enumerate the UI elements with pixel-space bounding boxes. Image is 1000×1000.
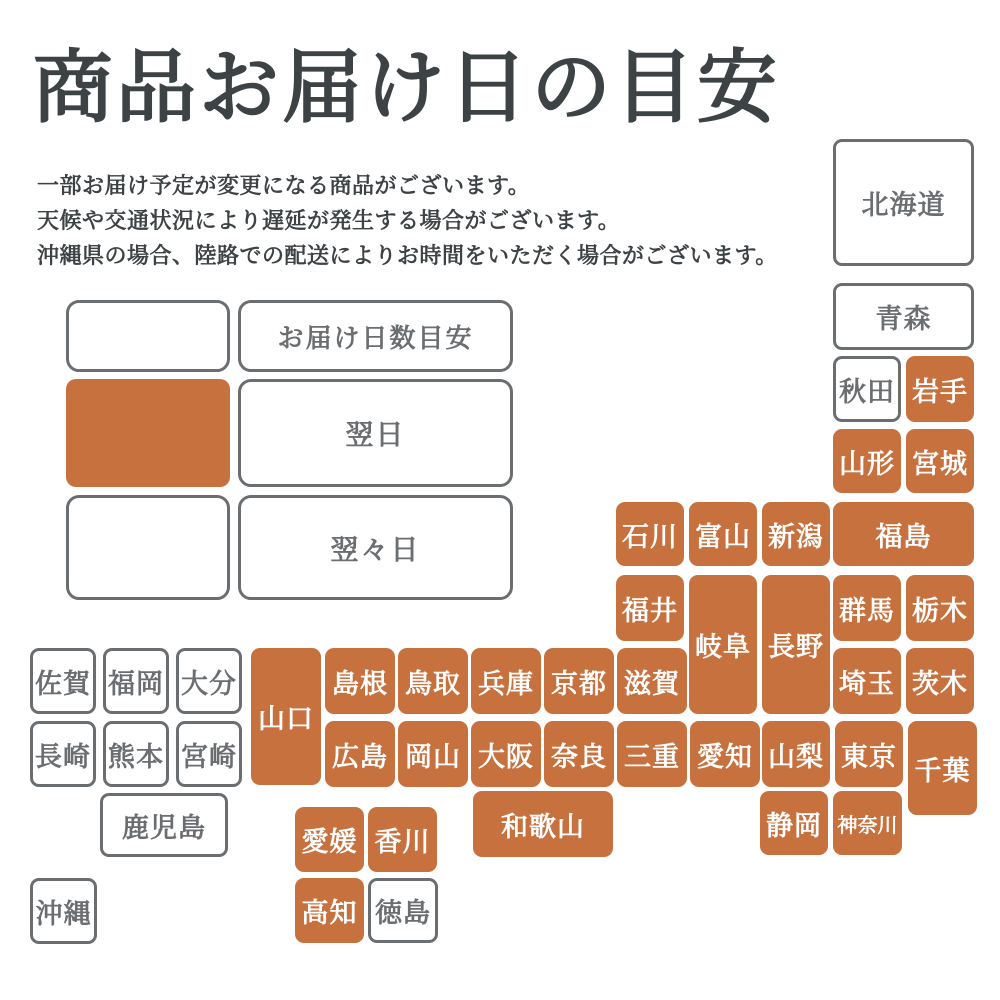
prefecture-label-miyagi: 宮城	[912, 448, 968, 479]
prefecture-tile-hokkaido	[833, 139, 974, 266]
prefecture-tile-akita	[833, 356, 901, 422]
prefecture-tile-oita	[176, 648, 242, 714]
prefecture-tile-gunma	[833, 575, 901, 641]
page-title: 商品お届け日の目安	[33, 43, 780, 132]
prefecture-label-mie: 三重	[624, 741, 680, 772]
prefecture-tile-yamaguchi	[251, 648, 321, 785]
prefecture-label-toyama: 富山	[695, 521, 751, 552]
prefecture-tile-tottori	[398, 648, 468, 714]
prefecture-tile-shimane	[325, 648, 395, 714]
prefecture-tile-gifu	[689, 575, 757, 714]
prefecture-tile-osaka	[471, 721, 541, 787]
prefecture-label-okinawa: 沖縄	[35, 898, 92, 929]
prefecture-tile-kagoshima	[100, 793, 228, 857]
prefecture-label-shizuoka: 静岡	[766, 810, 822, 841]
prefecture-tile-chiba	[908, 721, 977, 815]
prefecture-label-ehime: 愛媛	[301, 827, 358, 857]
prefecture-tile-iwate	[906, 356, 974, 422]
prefecture-tile-okinawa	[30, 878, 97, 944]
prefecture-label-fukushima: 福島	[875, 521, 932, 552]
prefecture-tile-fukui	[616, 575, 684, 641]
prefecture-label-tochigi: 栃木	[912, 595, 968, 626]
prefecture-label-tokushima: 徳島	[375, 898, 431, 928]
prefecture-label-tokyo: 東京	[841, 741, 897, 772]
prefecture-tile-kyoto	[544, 648, 614, 714]
note-line-1: 一部お届け予定が変更になる商品がございます。	[37, 173, 531, 198]
prefecture-tile-tochigi	[906, 575, 974, 641]
prefecture-label-kyoto: 京都	[551, 668, 607, 699]
prefecture-label-ibaraki: 茨木	[912, 668, 968, 699]
prefecture-label-kumamoto: 熊本	[108, 741, 164, 772]
legend-label-day-after-next: 翌々日	[238, 495, 513, 600]
prefecture-label-shiga: 滋賀	[624, 668, 680, 699]
prefecture-label-chiba: 千葉	[914, 755, 971, 786]
prefecture-tile-nagasaki	[30, 721, 96, 787]
prefecture-label-okayama: 岡山	[405, 741, 461, 772]
prefecture-tile-tokushima	[368, 878, 438, 943]
prefecture-label-fukui: 福井	[622, 595, 678, 626]
prefecture-label-gifu: 岐阜	[695, 632, 751, 662]
prefecture-label-iwate: 岩手	[912, 376, 968, 407]
prefecture-label-hiroshima: 広島	[332, 741, 388, 772]
prefecture-tile-hyogo	[471, 648, 541, 714]
prefecture-label-kanagawa: 神奈川	[837, 814, 898, 837]
prefecture-tile-nagano	[762, 575, 830, 714]
prefecture-label-saga: 佐賀	[35, 668, 91, 699]
prefecture-label-yamaguchi: 山口	[258, 704, 314, 734]
prefecture-label-yamagata: 山形	[839, 448, 895, 479]
prefecture-label-nagano: 長野	[768, 632, 824, 662]
prefecture-tile-shiga	[617, 648, 687, 714]
prefecture-label-hyogo: 兵庫	[478, 668, 534, 699]
prefecture-tile-shizuoka	[760, 791, 828, 855]
prefecture-tile-ishikawa	[616, 502, 684, 566]
prefecture-tile-kagawa	[368, 807, 437, 872]
prefecture-tile-yamagata	[833, 429, 901, 493]
note-line-3: 沖縄県の場合、陸路での配送によりお時間をいただく場合がございます。	[37, 243, 778, 268]
prefecture-tile-hiroshima	[325, 721, 395, 787]
prefecture-tile-wakayama	[473, 791, 613, 857]
prefecture-label-nagasaki: 長崎	[35, 741, 91, 772]
prefecture-tile-kumamoto	[103, 721, 169, 787]
prefecture-tile-kochi	[295, 878, 364, 943]
prefecture-tile-aomori	[833, 283, 974, 350]
prefecture-label-ishikawa: 石川	[622, 521, 678, 552]
prefecture-tile-ibaraki	[906, 648, 974, 714]
prefecture-tile-aichi	[690, 721, 760, 787]
prefecture-tile-toyama	[689, 502, 757, 566]
prefecture-tile-mie	[617, 721, 687, 787]
prefecture-tile-saga	[30, 648, 96, 714]
prefecture-tile-niigata	[762, 502, 830, 566]
prefecture-label-kochi: 高知	[301, 898, 358, 928]
prefecture-label-oita: 大分	[181, 668, 237, 699]
prefecture-label-akita: 秋田	[839, 376, 895, 407]
legend-header-label: お届け日数目安	[238, 300, 513, 372]
prefecture-label-niigata: 新潟	[768, 521, 824, 552]
prefecture-tile-fukushima	[833, 502, 974, 566]
prefecture-label-tottori: 鳥取	[405, 668, 461, 699]
prefecture-tile-nara	[544, 721, 614, 787]
prefecture-tile-fukuoka	[103, 648, 169, 714]
prefecture-label-wakayama: 和歌山	[501, 811, 585, 842]
prefecture-label-osaka: 大阪	[478, 741, 534, 772]
prefecture-tile-kanagawa	[833, 791, 902, 855]
prefecture-label-aichi: 愛知	[697, 741, 753, 772]
prefecture-tile-saitama	[833, 648, 901, 714]
prefecture-label-shimane: 島根	[332, 668, 388, 699]
prefecture-tile-tokyo	[835, 721, 903, 787]
prefecture-label-saitama: 埼玉	[839, 668, 895, 699]
prefecture-label-fukuoka: 福岡	[108, 668, 164, 699]
prefecture-tile-ehime	[295, 807, 364, 872]
legend-label-next-day: 翌日	[238, 379, 513, 487]
prefecture-label-miyazaki: 宮崎	[181, 741, 237, 772]
prefecture-tile-yamanashi	[762, 721, 830, 787]
prefecture-label-kagawa: 香川	[374, 827, 431, 857]
note-line-2: 天候や交通状況により遅延が発生する場合がございます。	[37, 208, 621, 233]
prefecture-label-hokkaido: 北海道	[861, 190, 946, 220]
prefecture-tile-miyagi	[906, 429, 974, 493]
prefecture-label-aomori: 青森	[875, 304, 932, 334]
prefecture-label-gunma: 群馬	[839, 595, 895, 626]
prefecture-label-nara: 奈良	[551, 741, 607, 772]
prefecture-label-yamanashi: 山梨	[768, 741, 824, 772]
prefecture-tile-miyazaki	[176, 721, 242, 787]
prefecture-tile-okayama	[398, 721, 468, 787]
prefecture-label-kagoshima: 鹿児島	[122, 812, 206, 843]
